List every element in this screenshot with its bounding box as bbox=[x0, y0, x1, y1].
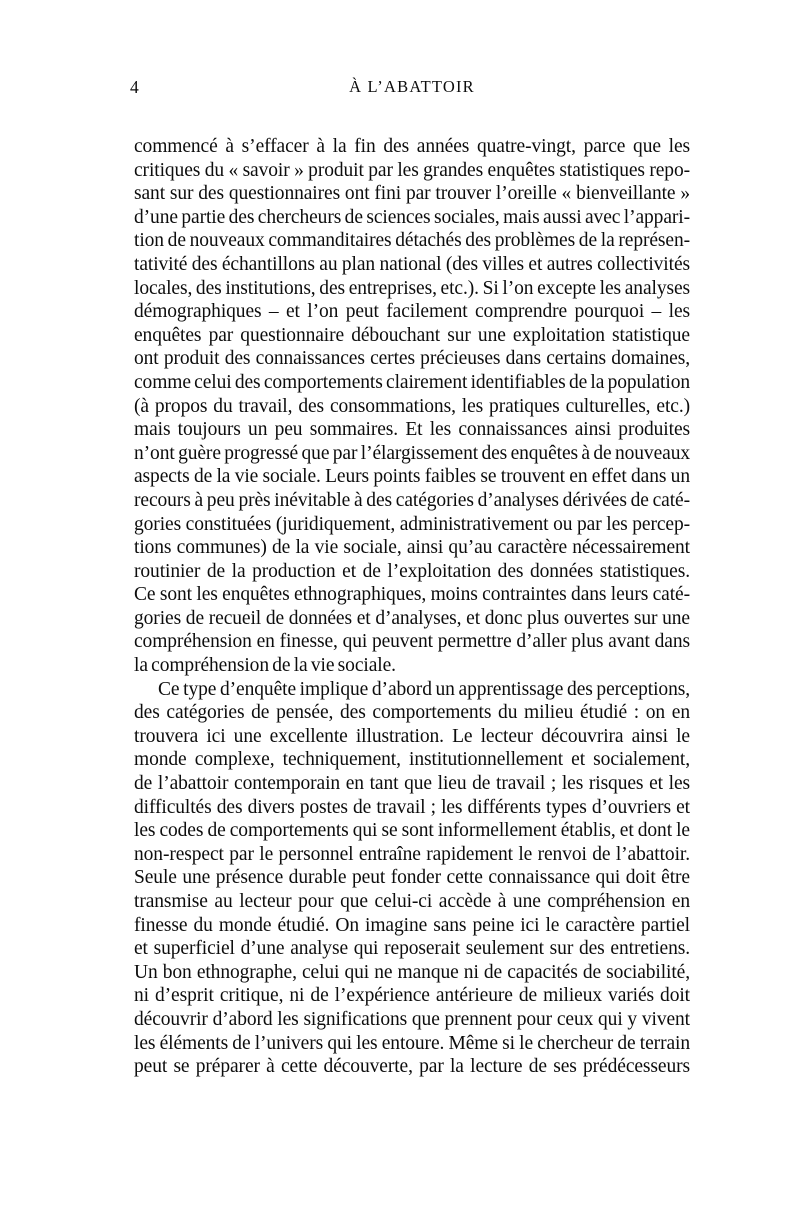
running-header bbox=[130, 76, 690, 98]
text-line: gories de recueil de données et d’analyses, et donc plus ouvertes sur une bbox=[134, 607, 690, 629]
page-body-text bbox=[134, 135, 690, 1079]
text-line: finesse du monde étudié. On imagine sans peine ici le caractère partiel bbox=[134, 914, 690, 936]
text-line: de l’abattoir contemporain en tant que lieu de travail ; les risques et les bbox=[134, 773, 690, 795]
text-line: découvrir d’abord les significations que prennent pour ceux qui y vivent bbox=[134, 1008, 690, 1030]
text-line: tion de nouveaux commanditaires détachés des problèmes de la représen- bbox=[134, 230, 690, 252]
text-line: non-respect par le personnel entraîne rapidement le renvoi de l’abattoir. bbox=[134, 843, 690, 865]
text-line: les codes de comportements qui se sont informellement établis, et dont le bbox=[134, 820, 690, 842]
text-line: aspects de la vie sociale. Leurs points faibles se trouvent en effet dans un bbox=[134, 466, 690, 488]
text-line: n’ont guère progressé que par l’élargissement des enquêtes à de nouveaux bbox=[134, 442, 690, 464]
text-line: difficultés des divers postes de travail ; les différents types d’ouvriers et bbox=[134, 796, 690, 818]
text-line: les éléments de l’univers qui les entoure. Même si le chercheur de terrain bbox=[134, 1032, 690, 1054]
text-line: sant sur des questionnaires ont fini par trouver l’oreille « bienveillante » bbox=[134, 183, 690, 205]
text-line: recours à peu près inévitable à des catégories d’analyses dérivées de caté- bbox=[134, 489, 690, 511]
text-line: commencé à s’effacer à la fin des années quatre-vingt, parce que les bbox=[134, 136, 690, 157]
text-line: tions communes) de la vie sociale, ainsi qu’au caractère nécessairement bbox=[134, 537, 690, 559]
text-line: gories constituées (juridiquement, administrativement ou par les percep- bbox=[134, 513, 690, 535]
text-line: tativité des échantillons au plan national (des villes et autres collectivités bbox=[134, 253, 690, 275]
text-line: enquêtes par questionnaire débouchant sur une exploitation statistique bbox=[134, 324, 690, 346]
text-line: Seule une présence durable peut fonder cette connaissance qui doit être bbox=[134, 867, 690, 889]
text-line: Un bon ethnographe, celui qui ne manque ni de capacités de sociabilité, bbox=[134, 961, 690, 983]
text-line: routinier de la production et de l’exploitation des données statistiques. bbox=[134, 560, 690, 582]
paragraph bbox=[134, 678, 690, 1079]
paragraph bbox=[134, 135, 690, 678]
text-line: démographiques – et l’on peut facilement comprendre pourquoi – les bbox=[134, 301, 690, 323]
text-line: monde complexe, techniquement, institutionnellement et socialement, bbox=[134, 749, 690, 771]
text-line: trouvera ici une excellente illustration. Le lecteur découvrira ainsi le bbox=[134, 725, 690, 747]
running-title: À L’ABATTOIR bbox=[349, 77, 475, 96]
text-line: et superficiel d’une analyse qui reposerait seulement sur des entretiens. bbox=[134, 938, 690, 960]
text-block bbox=[130, 0, 690, 1079]
text-line: compréhension en finesse, qui peuvent permettre d’aller plus avant dans bbox=[134, 631, 690, 653]
text-line: transmise au lecteur pour que celui-ci accède à une compréhension en bbox=[134, 891, 690, 912]
text-line: Ce type d’enquête implique d’abord un apprentissage des perceptions, bbox=[158, 678, 690, 700]
text-line: comme celui des comportements clairement identifiables de la population bbox=[134, 371, 690, 393]
text-line: mais toujours un peu sommaires. Et les connaissances ainsi produites bbox=[134, 419, 690, 441]
text-line: locales, des institutions, des entreprises, etc.). Si l’on excepte les analyses bbox=[134, 277, 690, 299]
text-line: Ce sont les enquêtes ethnographiques, moins contraintes dans leurs caté- bbox=[134, 584, 690, 606]
text-line: critiques du « savoir » produit par les grandes enquêtes statistiques repo- bbox=[134, 159, 690, 181]
text-line: peut se préparer à cette découverte, par la lecture de ses prédécesseurs bbox=[134, 1056, 690, 1078]
text-line: ont produit des connaissances certes précieuses dans certains domaines, bbox=[134, 348, 690, 370]
text-line: (à propos du travail, des consommations, les pratiques culturelles, etc.) bbox=[134, 395, 690, 417]
text-line: d’une partie des chercheurs de sciences sociales, mais aussi avec l’appari- bbox=[134, 206, 690, 228]
page-number: 4 bbox=[130, 77, 139, 97]
text-line: la compréhension de la vie sociale. bbox=[134, 655, 396, 677]
text-line: ni d’esprit critique, ni de l’expérience antérieure de milieux variés doit bbox=[134, 985, 690, 1007]
text-line: des catégories de pensée, des comportements du milieu étudié : on en bbox=[134, 702, 690, 724]
